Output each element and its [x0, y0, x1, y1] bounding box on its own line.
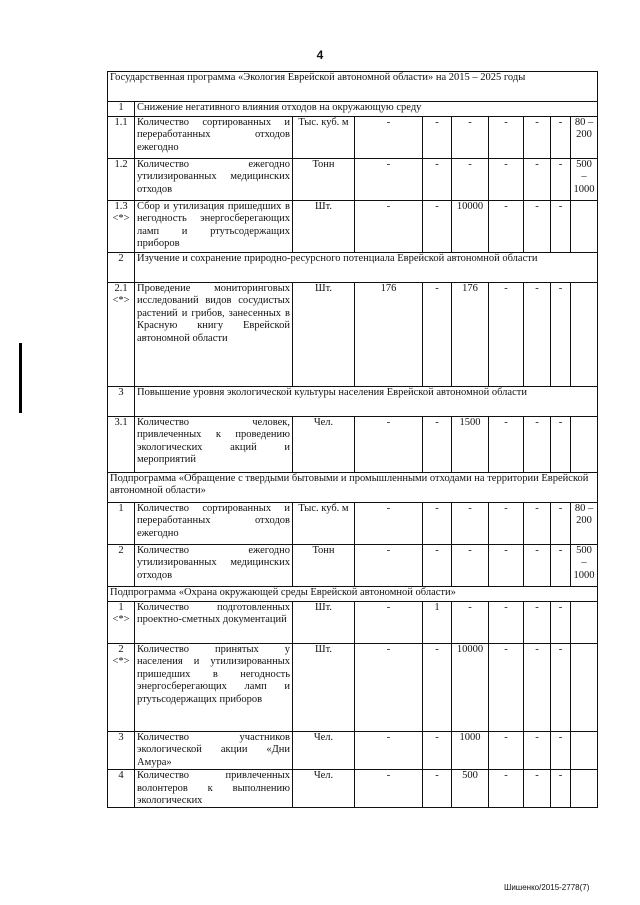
indicator-name: Количество участников экологической акции «Дни Амура»	[135, 732, 293, 770]
row-number: 1 <*>	[108, 602, 135, 644]
section-heading: Государственная программа «Экология Еврейской автономной области» на 2015 – 2025 годы	[108, 72, 598, 102]
value-cell: 1500	[452, 417, 489, 473]
value-cell: -	[423, 545, 452, 587]
row-number: 1.1	[108, 117, 135, 159]
table-row	[108, 72, 598, 102]
value-cell: -	[355, 159, 423, 201]
unit-cell: Шт.	[293, 644, 355, 732]
indicator-name: Количество сортированных и переработанных отходов ежегодно	[135, 117, 293, 159]
value-cell: -	[355, 602, 423, 644]
value-cell: -	[452, 117, 489, 159]
value-cell: 176	[355, 283, 423, 387]
value-cell: -	[551, 770, 571, 808]
row-number: 2	[108, 545, 135, 587]
value-cell: -	[489, 545, 524, 587]
value-cell: 80 – 200	[571, 503, 598, 545]
indicator-name: Количество принятых у населения и утилизированных пришедших в негодность энергосберегающих ламп и ртутьсодержащих приборов	[135, 644, 293, 732]
row-number: 4	[108, 770, 135, 808]
row-number: 2.1 <*>	[108, 283, 135, 387]
value-cell: -	[551, 644, 571, 732]
table-row	[108, 587, 598, 602]
section-heading: Подпрограмма «Охрана окружающей среды Еврейской автономной области»	[108, 587, 598, 602]
value-cell	[571, 201, 598, 253]
margin-bar	[19, 343, 22, 413]
value-cell: -	[551, 732, 571, 770]
value-cell: -	[524, 545, 551, 587]
value-cell: -	[524, 283, 551, 387]
table-row	[108, 473, 598, 503]
value-cell: -	[423, 283, 452, 387]
value-cell: -	[452, 602, 489, 644]
table-row	[108, 770, 598, 808]
value-cell: -	[355, 644, 423, 732]
value-cell: -	[489, 503, 524, 545]
table-row	[108, 102, 598, 117]
value-cell: -	[489, 770, 524, 808]
value-cell: -	[355, 545, 423, 587]
unit-cell: Тыс. куб. м	[293, 503, 355, 545]
group-title: Изучение и сохранение природно-ресурсного потенциала Еврейской автономной области	[135, 253, 598, 283]
value-cell: 500 – 1000	[571, 545, 598, 587]
value-cell	[571, 770, 598, 808]
value-cell: -	[489, 602, 524, 644]
value-cell: -	[524, 201, 551, 253]
value-cell: -	[524, 417, 551, 473]
value-cell	[571, 283, 598, 387]
row-number: 1.2	[108, 159, 135, 201]
indicator-name: Количество подготовленных проектно-сметных документаций	[135, 602, 293, 644]
value-cell: -	[423, 644, 452, 732]
value-cell: 1000	[452, 732, 489, 770]
value-cell: -	[489, 159, 524, 201]
footer-code: Шишенко/2015-2778(7)	[504, 883, 590, 892]
value-cell: 10000	[452, 201, 489, 253]
value-cell: 80 – 200	[571, 117, 598, 159]
value-cell: -	[551, 283, 571, 387]
row-number: 2 <*>	[108, 644, 135, 732]
table-row	[108, 201, 598, 253]
value-cell: -	[551, 159, 571, 201]
value-cell: 500 – 1000	[571, 159, 598, 201]
value-cell: -	[355, 201, 423, 253]
indicator-name: Количество привлеченных волонтеров к выполнению экологических	[135, 770, 293, 808]
group-number: 2	[108, 253, 135, 283]
table-row	[108, 545, 598, 587]
table-row	[108, 387, 598, 417]
value-cell: 10000	[452, 644, 489, 732]
value-cell: -	[423, 417, 452, 473]
indicator-name: Количество ежегодно утилизированных медицинских отходов	[135, 545, 293, 587]
value-cell: 500	[452, 770, 489, 808]
indicator-name: Количество сортированных и переработанных отходов ежегодно	[135, 503, 293, 545]
page-number: 4	[316, 48, 324, 62]
value-cell	[571, 644, 598, 732]
value-cell: -	[551, 602, 571, 644]
value-cell: 1	[423, 602, 452, 644]
indicator-name: Проведение мониторинговых исследований видов сосудистых растений и грибов, занесенных в Красную книгу Еврейской автономной области	[135, 283, 293, 387]
value-cell: -	[524, 159, 551, 201]
value-cell: -	[355, 770, 423, 808]
group-title: Снижение негативного влияния отходов на окружающую среду	[135, 102, 598, 117]
group-number: 1	[108, 102, 135, 117]
unit-cell: Шт.	[293, 602, 355, 644]
indicator-name: Количество ежегодно утилизированных медицинских отходов	[135, 159, 293, 201]
value-cell: -	[524, 602, 551, 644]
value-cell: -	[524, 644, 551, 732]
group-title: Повышение уровня экологической культуры населения Еврейской автономной области	[135, 387, 598, 417]
table-row	[108, 732, 598, 770]
value-cell: -	[355, 732, 423, 770]
value-cell: -	[355, 417, 423, 473]
unit-cell: Чел.	[293, 732, 355, 770]
table-row	[108, 253, 598, 283]
row-number: 3	[108, 732, 135, 770]
row-number: 3.1	[108, 417, 135, 473]
value-cell: 176	[452, 283, 489, 387]
value-cell: -	[423, 770, 452, 808]
value-cell: -	[452, 159, 489, 201]
value-cell: -	[551, 503, 571, 545]
value-cell: -	[489, 117, 524, 159]
value-cell: -	[489, 201, 524, 253]
value-cell: -	[423, 117, 452, 159]
value-cell: -	[489, 283, 524, 387]
value-cell: -	[524, 732, 551, 770]
value-cell	[571, 732, 598, 770]
value-cell: -	[524, 117, 551, 159]
indicator-name: Количество человек, привлеченных к проведению экологических акций и мероприятий	[135, 417, 293, 473]
indicator-name: Сбор и утилизация пришедших в негодность энергосберегающих ламп и ртутьсодержащих приборов	[135, 201, 293, 253]
value-cell: -	[489, 644, 524, 732]
row-number: 1.3 <*>	[108, 201, 135, 253]
value-cell: -	[423, 159, 452, 201]
value-cell: -	[355, 503, 423, 545]
unit-cell: Шт.	[293, 283, 355, 387]
value-cell: -	[551, 117, 571, 159]
table-row	[108, 117, 598, 159]
value-cell: -	[355, 117, 423, 159]
value-cell: -	[489, 417, 524, 473]
unit-cell: Чел.	[293, 770, 355, 808]
value-cell	[571, 602, 598, 644]
value-cell: -	[524, 770, 551, 808]
table-row	[108, 283, 598, 387]
value-cell: -	[423, 201, 452, 253]
value-cell: -	[452, 545, 489, 587]
value-cell: -	[551, 201, 571, 253]
value-cell: -	[551, 545, 571, 587]
row-number: 1	[108, 503, 135, 545]
table-row	[108, 417, 598, 473]
unit-cell: Шт.	[293, 201, 355, 253]
value-cell: -	[489, 732, 524, 770]
table-row	[108, 503, 598, 545]
value-cell: -	[524, 503, 551, 545]
table-row	[108, 644, 598, 732]
value-cell: -	[423, 732, 452, 770]
unit-cell: Тонн	[293, 545, 355, 587]
table-row	[108, 159, 598, 201]
unit-cell: Тонн	[293, 159, 355, 201]
value-cell: -	[452, 503, 489, 545]
value-cell	[571, 417, 598, 473]
unit-cell: Тыс. куб. м	[293, 117, 355, 159]
unit-cell: Чел.	[293, 417, 355, 473]
group-number: 3	[108, 387, 135, 417]
value-cell: -	[551, 417, 571, 473]
value-cell: -	[423, 503, 452, 545]
table-row	[108, 602, 598, 644]
indicators-table	[107, 71, 598, 808]
section-heading: Подпрограмма «Обращение с твердыми бытовыми и промышленными отходами на территории Еврейской автономной области»	[108, 473, 598, 503]
